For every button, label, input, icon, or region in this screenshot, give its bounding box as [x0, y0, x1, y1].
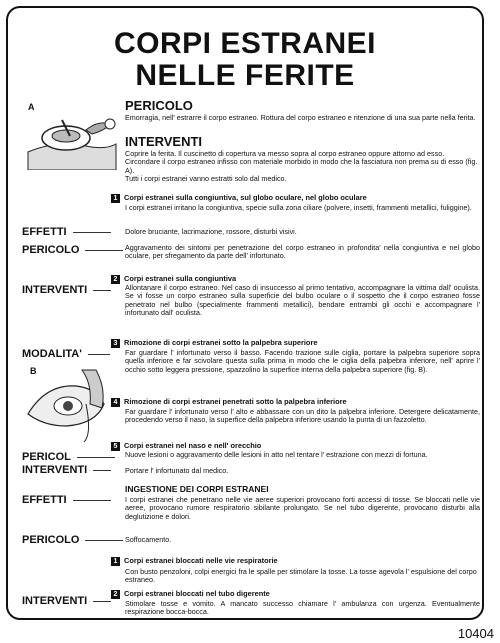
figure-b-letter: B	[30, 366, 37, 376]
label-pericol: PERICOL	[22, 451, 115, 463]
interventi-line: Coprire la ferita. Il cuscinetto di copertura va messo sopra al corpo estraneo oppure attorno ad esso.	[125, 149, 445, 158]
label-effetti-ingestione: EFFETTI	[22, 494, 111, 506]
label-effetti: EFFETTI	[22, 226, 111, 238]
ingestione-effetti-text: I corpi estranei che penetrano nelle vie aeree superiori provocano forti accessi di tosse. Se bloccati nelle vie aeree, provocano rumore respiratorio sibilante prolungato. Se nel tubo digerente, provocano disturbi alla deglutizione e dolori.	[125, 495, 480, 521]
section-5-heading: 5 Corpi estranei nel naso e nell' orecchio	[111, 441, 261, 451]
interventi-line: Circondare il corpo estraneo infisso con materiale morbido in modo che la fasciatura non prema su di esso (fig. A).	[125, 157, 478, 175]
title-line-2: NELLE FERITE	[135, 59, 355, 92]
section-3-heading: 3 Rimozione di corpi estranei sotto la palpebra superiore	[111, 338, 317, 348]
pericolo-heading: PERICOLO	[125, 98, 193, 113]
interventi-heading: INTERVENTI	[125, 134, 203, 149]
section-5-pericolo-text: Nuove lesioni o aggravamento delle lesioni in atto nel tentare l' estrazione con mezzi di fortuna.	[125, 450, 428, 459]
figure-a	[26, 100, 118, 170]
section-3-text: Far guardare l' infortunato verso il basso. Facendo trazione sulle ciglia, portare la palpebra superiore sopra quella inferiore e far scivolare questa sulla prima in modo che le ciglia della palpebra inferiore, nell' aprire l' occhio sotto leggera pressione, spazzolino la superfice interna della palpebra superiore (fig. B).	[125, 348, 480, 374]
section-2-text: Allontanare il corpo estraneo. Nel caso di insuccesso al primo tentativo, accompagnare la vittima dall' oculista. Se vi fosse un corpo estraneo sulla superficie del bulbo oculare o il sospetto che il corpo estraneo fosse penetrato nel bulbo (specialmente frammenti metallici), bendare entrambi gli occhi e accompagnare l' infortunato dall' oculista.	[125, 283, 480, 318]
label-pericolo-ingestione: PERICOLO	[22, 534, 123, 546]
ingestione-1-heading: 1 Corpi estranei bloccati nelle vie respiratorie	[111, 556, 278, 566]
pericolo-text: Emorragia, nell' estrarre il corpo estraneo. Rottura del corpo estraneo e ritenzione di una sua parte nella ferita.	[125, 113, 476, 122]
figure-b-illustration	[26, 364, 118, 442]
interventi-text	[125, 150, 480, 184]
figure-a-illustration	[26, 100, 118, 170]
ingestione-pericolo-text: Soffocamento.	[125, 535, 172, 544]
section-1-text: I corpi estranei irritano la congiuntiva, specie sulla zona ciliare (polvere, insetti, frammenti metallici, fuliggine).	[125, 203, 472, 212]
interventi-line: Tutti i corpi estranei vanno estratti solo dal medico.	[125, 174, 287, 184]
sign-panel	[6, 6, 484, 620]
section-4-heading: 4 Rimozione di corpi estranei penetrati sotto la palpebra inferiore	[111, 397, 347, 407]
figure-a-letter: A	[28, 102, 35, 112]
ingestione-heading: INGESTIONE DEI CORPI ESTRANEI	[125, 484, 269, 494]
effetti-text: Dolore bruciante, lacrimazione, rossore, disturbi visivi.	[125, 227, 297, 236]
sign-code: 10404	[457, 626, 494, 641]
pericolo-occhio-text: Aggravamento dei sintomi per penetrazione del corpo estraneo in profondita' nella congiuntiva e nel globo oculare, per sfregamento da parte dell' infortunato.	[125, 243, 480, 261]
section-2-heading: 2 Corpi estranei sulla congiuntiva	[111, 274, 236, 284]
label-interventi: INTERVENTI	[22, 284, 111, 296]
section-5-interventi-text: Portare l' infortunato dal medico.	[125, 466, 229, 475]
label-interventi-ingestione: INTERVENTI	[22, 595, 111, 607]
label-pericolo: PERICOLO	[22, 244, 123, 256]
section-4-text: Far guardare l' infortunato verso l' alto e abbassare con un dito la palpebra inferiore. Detergere delicatamente, procedendo verso il naso, la superfice della palpebra inferiore usando la punta di un fazzoletto.	[125, 407, 480, 425]
ingestione-1-text: Con busto penzoloni, colpi energici fra le spalle per stimolare la tosse. La tosse agevola l' espulsione del corpo estraneo.	[125, 567, 477, 585]
figure-b	[26, 364, 118, 442]
label-interventi-5: INTERVENTI	[22, 464, 111, 476]
ingestione-2-heading: 2 Corpi estranei bloccati nel tubo digerente	[111, 589, 270, 599]
ingestione-2-text: Stimolare tosse e vomito. A mancato successo chiamare l' ambulanza con urgenza. Eventualmente respirazione bocca-bocca.	[125, 599, 480, 617]
title-line-1: CORPI ESTRANEI	[113, 27, 377, 60]
section-1-heading: 1 Corpi estranei sulla congiuntiva, sul globo oculare, nel globo oculare	[111, 193, 367, 203]
label-modalita: MODALITA'	[22, 348, 110, 360]
